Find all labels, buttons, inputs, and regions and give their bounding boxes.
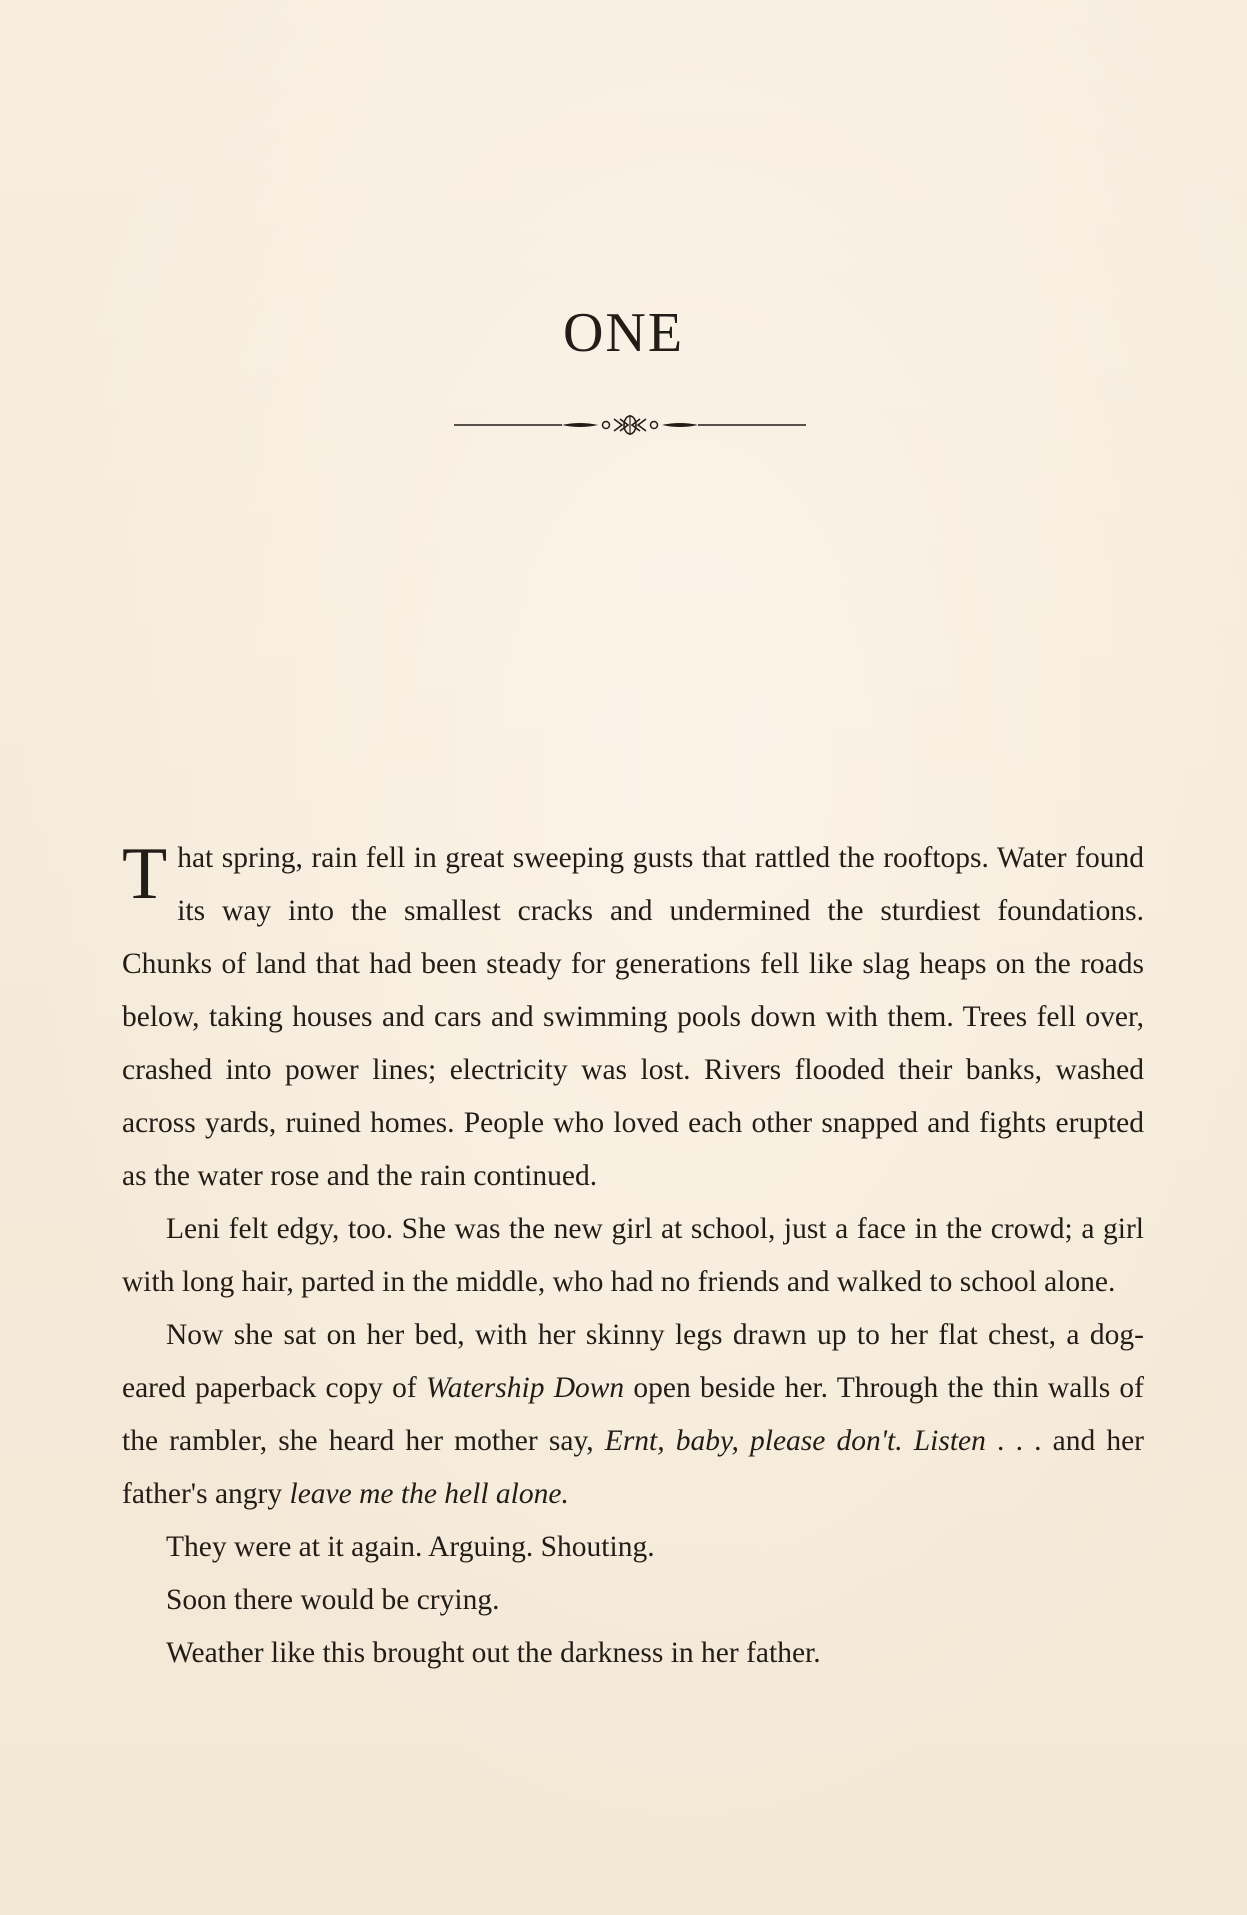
paragraph-3-text-b: open beside her. Through the thin walls of the rambler, she heard her mother say,	[122, 1372, 1144, 1457]
paragraph-3	[122, 1309, 1144, 1521]
paragraph-1	[122, 832, 1144, 1203]
father-quote: leave me the hell alone.	[289, 1478, 569, 1510]
mother-quote: Ernt, baby, please don't. Listen	[604, 1425, 986, 1457]
chapter-title: ONE	[562, 302, 685, 364]
paragraph-3-text-a: Now she sat on her bed, with her skinny legs drawn up to her flat chest, a dog-eared paperback copy of	[122, 1319, 1144, 1404]
paragraph-5: Soon there would be crying.	[166, 1584, 500, 1616]
paragraph-2: Leni felt edgy, too. She was the new girl at school, just a face in the crowd; a girl with long hair, parted in the middle, who had no friends and walked to school alone.	[122, 1213, 1144, 1298]
chapter-body	[122, 832, 1144, 1680]
book-title: Watership Down	[425, 1372, 625, 1404]
paragraph-3-text-c: . . . and her father's angry	[122, 1425, 1144, 1510]
paragraph-1-text: hat spring, rain fell in great sweeping gusts that rattled the rooftops. Water found its way into the smallest cracks and undermined the sturdiest foundations. Chunks of land that had been steady for generations fell like slag heaps on the roads below, taking houses and cars and swimming pools down with them. Trees fell over, crashed into power lines; electricity was lost. Rivers flooded their banks, washed across yards, ruined homes. People who loved each other snapped and fights erupted as the water rose and the rain continued.	[122, 842, 1144, 1192]
paragraph-4: They were at it again. Arguing. Shouting.	[166, 1531, 655, 1563]
paragraph-6: Weather like this brought out the darkness in her father.	[166, 1637, 821, 1669]
drop-cap: T	[122, 833, 168, 915]
scroll-ornament-icon	[450, 410, 810, 440]
